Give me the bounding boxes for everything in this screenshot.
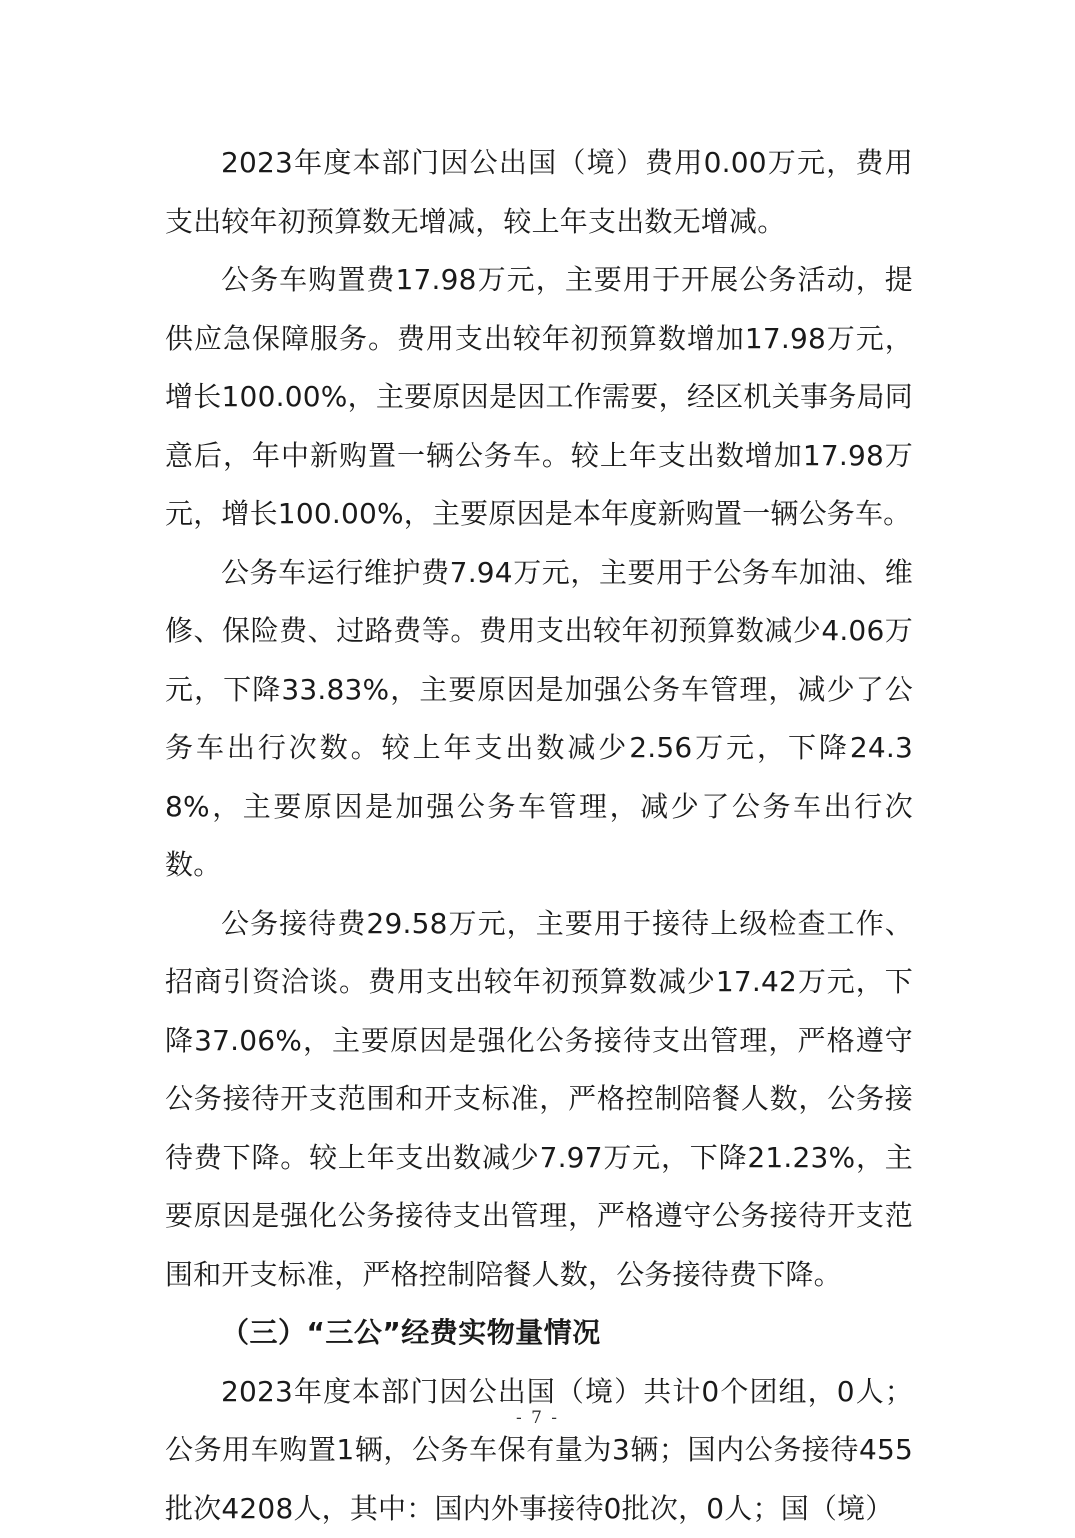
paragraph-vehicle-maintenance: 公务车运行维护费7.94万元，主要用于公务车加油、维修、保险费、过路费等。费用支出较年初预算数减少4.06万元，下降33.83%，主要原因是加强公务车管理，减少了公务车出行次数。较上年支出数减少2.56万元，下降24.38%，主要原因是加强公务车管理，减少了公务车出行次数。 (165, 544, 913, 895)
paragraph-vehicle-purchase: 公务车购置费17.98万元，主要用于开展公务活动，提供应急保障服务。费用支出较年初预算数增加17.98万元，增长100.00%，主要原因是因工作需要，经区机关事务局同意后，年中新购置一辆公务车。较上年支出数增加17.98万元，增长100.00%，主要原因是本年度新购置一辆公务车。 (165, 251, 913, 544)
section-heading: （三）“三公”经费实物量情况 (165, 1304, 913, 1363)
paragraph-official-reception: 公务接待费29.58万元，主要用于接待上级检查工作、招商引资洽谈。费用支出较年初预算数减少17.42万元，下降37.06%，主要原因是强化公务接待支出管理，严格遵守公务接待开支范围和开支标准，严格控制陪餐人数，公务接待费下降。较上年支出数减少7.97万元，下降21.23%，主要原因是强化公务接待支出管理，严格遵守公务接待开支范围和开支标准，严格控制陪餐人数，公务接待费下降。 (165, 895, 913, 1305)
page-number: - 7 - (0, 1408, 1075, 1428)
paragraph-overseas-travel: 2023年度本部门因公出国（境）费用0.00万元，费用支出较年初预算数无增减，较上年支出数无增减。 (165, 134, 913, 251)
document-body (165, 134, 913, 1538)
paragraph-physical-quantity: 2023年度本部门因公出国（境）共计0个团组，0人；公务用车购置1辆，公务车保有量为3辆；国内公务接待455批次4208人，其中：国内外事接待0批次，0人；国（境） (165, 1363, 913, 1538)
